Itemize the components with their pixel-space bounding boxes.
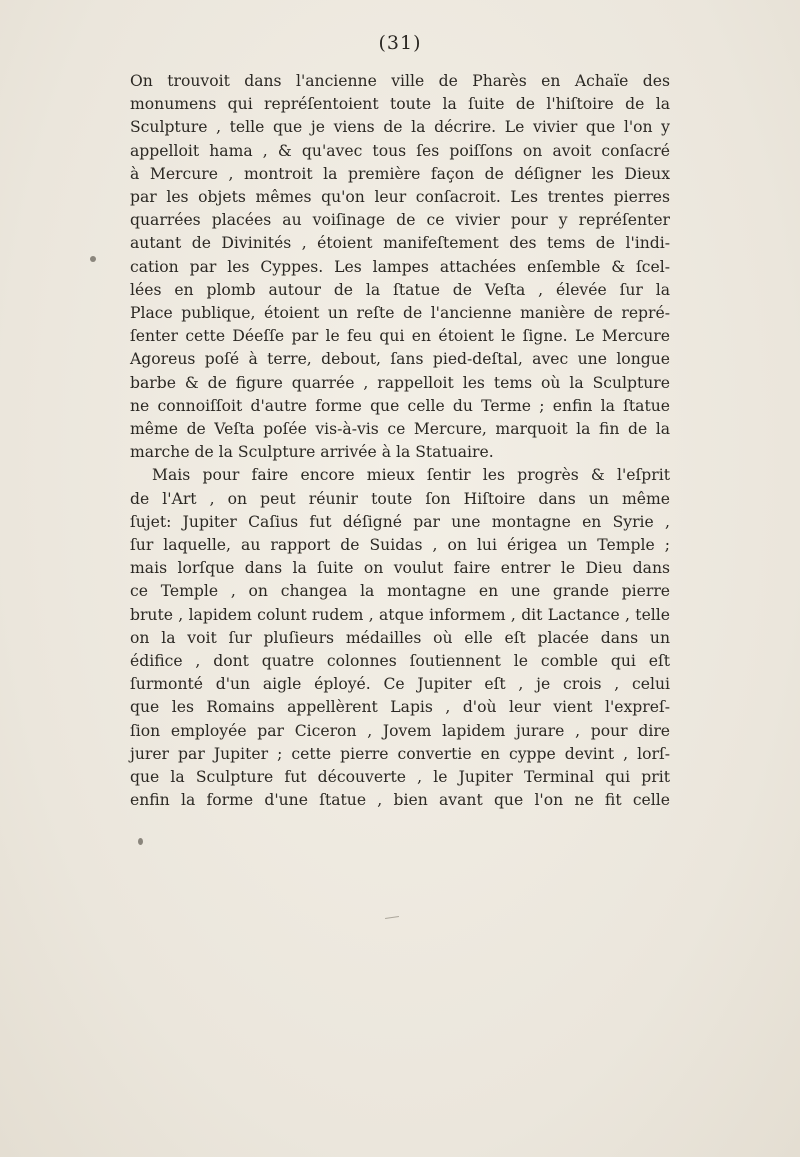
text-line: ſurmonté d'un aigle éployé. Ce Jupiter eſt , je crois , celui	[130, 675, 670, 694]
text-line: par les objets mêmes qu'on leur conſacroit. Les trentes pierres	[130, 188, 670, 207]
text-line: que les Romains appellèrent Lapis , d'où leur vient l'expreſ-	[130, 698, 670, 717]
text-line: même de Veſta poſée vis-à-vis ce Mercure, marquoit la fin de la	[130, 420, 670, 439]
text-line: cation par les Cyppes. Les lampes attachées enſemble & ſcel-	[130, 257, 670, 276]
text-line: ce Temple , on changea la montagne en une grande pierre	[130, 582, 670, 601]
text-line: ſion employée par Ciceron , Jovem lapidem jurare , pour dire	[130, 721, 670, 740]
text-line: lées en plomb autour de la ſtatue de Veſta , élevée ſur la	[130, 280, 670, 299]
text-line: ſur laquelle, au rapport de Suidas , on lui érigea un Temple ;	[130, 536, 670, 555]
text-line: brute , lapidem colunt rudem , atque informem , dit Lactance , telle	[130, 605, 670, 624]
text-line: Place publique, étoient un reſte de l'ancienne manière de repré-	[130, 304, 670, 323]
text-line: édifice , dont quatre colonnes ſoutiennent le comble qui eſt	[130, 652, 670, 671]
ink-speck	[138, 838, 143, 845]
text-line: On trouvoit dans l'ancienne ville de Pharès en Achaïe des	[130, 72, 670, 90]
text-line: Sculpture , telle que je viens de la décrire. Le vivier que l'on y	[130, 118, 670, 137]
text-line: quarrées placées au voiſinage de ce vivier pour y repréſenter	[130, 211, 670, 230]
text-line: à Mercure , montroit la première façon de déſigner les Dieux	[130, 164, 670, 183]
text-line: Agoreus poſé à terre, debout, ſans pied-deſtal, avec une longue	[130, 350, 670, 369]
text-line: ſenter cette Déeſſe par le feu qui en étoient le ſigne. Le Mercure	[130, 327, 670, 346]
text-line: jurer par Jupiter ; cette pierre convertie en cyppe devint , lorſ-	[130, 744, 670, 763]
text-line: barbe & de figure quarrée , rappelloit les tems où la Sculpture	[130, 373, 670, 392]
pencil-mark	[385, 916, 399, 919]
text-line: de l'Art , on peut réunir toute ſon Hiſtoire dans un même	[130, 489, 670, 508]
ink-speck	[90, 256, 96, 262]
text-line: enfin la forme d'une ſtatue , bien avant que l'on ne fit celle	[130, 791, 670, 810]
text-line: autant de Divinités , étoient manifeſtement des tems de l'indi-	[130, 234, 670, 253]
page-number: (31)	[378, 32, 422, 54]
body-text	[130, 70, 670, 813]
text-line: marche de la Sculpture arrivée à la Statuaire.	[130, 443, 494, 462]
text-line: que la Sculpture fut découverte , le Jupiter Terminal qui prit	[130, 768, 670, 787]
text-line: ne connoiſſoit d'autre forme que celle du Terme ; enfin la ſtatue	[130, 396, 670, 415]
text-line: appelloit hama , & qu'avec tous ſes poiſſons on avoit conſacré	[130, 141, 670, 160]
text-line: mais lorſque dans la ſuite on voulut faire entrer le Dieu dans	[130, 559, 670, 578]
text-line: monumens qui repréſentoient toute la ſuite de l'hiſtoire de la	[130, 95, 670, 114]
text-line: on la voit ſur pluſieurs médailles où elle eſt placée dans un	[130, 628, 670, 647]
text-line: ſujet: Jupiter Caſius fut déſigné par une montagne en Syrie ,	[130, 512, 670, 531]
text-line: Mais pour faire encore mieux ſentir les progrès & l'eſprit	[152, 466, 670, 485]
